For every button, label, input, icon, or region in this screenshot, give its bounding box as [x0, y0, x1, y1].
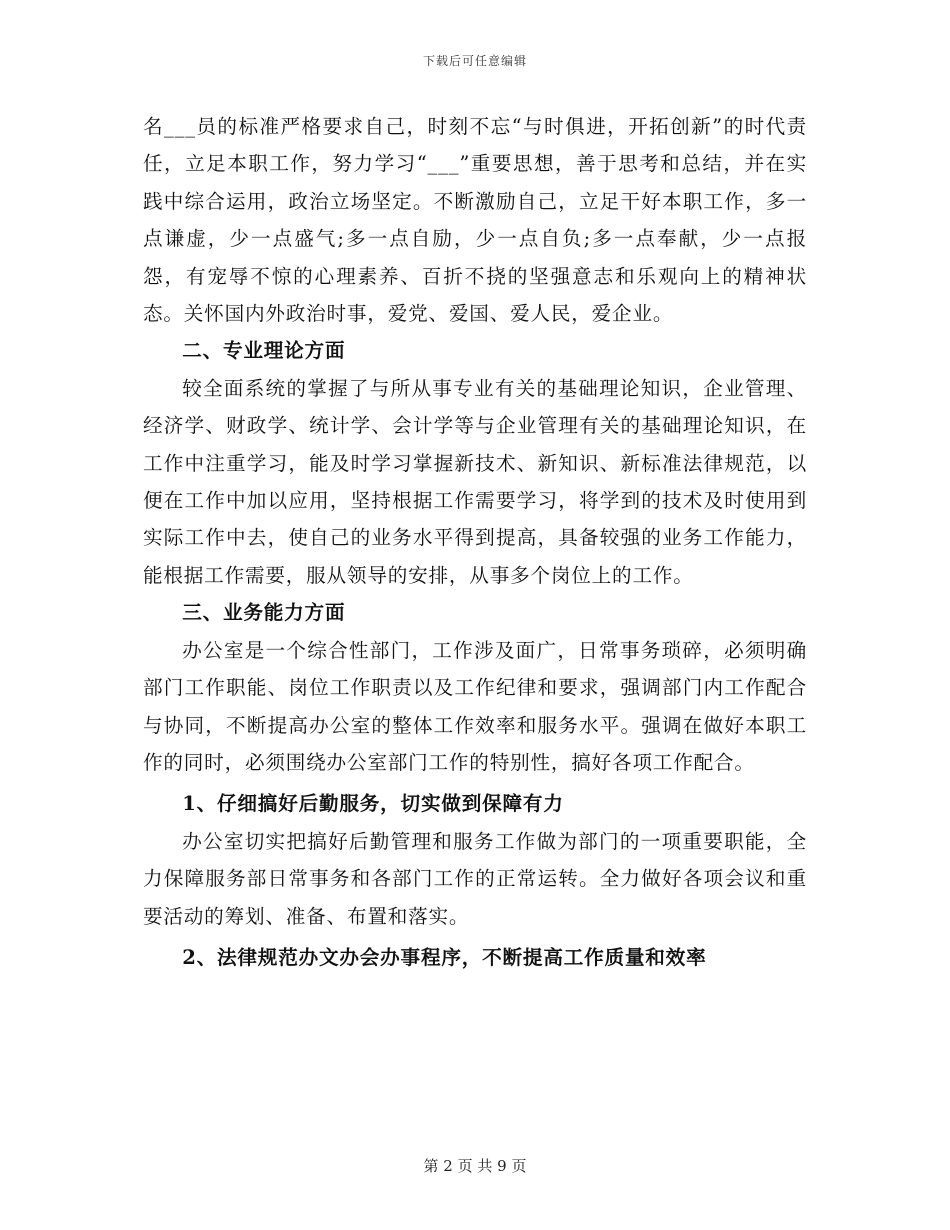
page-header: 下载后可任意编辑 — [422, 54, 527, 68]
heading-business-ability: 三、业务能力方面 — [182, 601, 346, 625]
heading-logistics-service: 1、仔细搞好后勤服务，切实做到保障有力 — [182, 792, 564, 816]
heading-professional-theory: 二、专业理论方面 — [182, 339, 346, 363]
document-body — [143, 108, 807, 976]
paragraph-business-ability: 办公室是一个综合性部门，工作涉及面广，日常事务琐碎，必须明确部门工作职能、岗位工作职责以及工作纪律和要求，强调部门内工作配合与协同，不断提高办公室的整体工作效率和服务水平。强调在做好本职工作的同时，必须围绕办公室部门工作的特别性，搞好各项工作配合。 — [143, 638, 807, 774]
page-footer: 第 2 页 共 9 页 — [423, 1157, 527, 1175]
paragraph-professional-theory: 较全面系统的掌握了与所从事专业有关的基础理论知识，企业管理、经济学、财政学、统计学、会计学等与企业管理有关的基础理论知识，在工作中注重学习，能及时学习掌握新技术、新知识、新标准法律规范，以便在工作中加以应用，坚持根据工作需要学习，将学到的技术及时使用到实际工作中去，使自己的业务水平得到提高，具备较强的业务工作能力，能根据工作需要，服从领导的安排，从事多个岗位上的工作。 — [143, 376, 807, 587]
paragraph-political: 名___员的标准严格要求自己，时刻不忘“与时俱进，开拓创新”的时代责任，立足本职工作，努力学习“___”重要思想，善于思考和总结，并在实践中综合运用，政治立场坚定。不断激励自己，立足干好本职工作，多一点谦虚，少一点盛气;多一点自励，少一点自负;多一点奉献，少一点报怨，有宠辱不惊的心理素养、百折不挠的坚强意志和乐观向上的精神状态。关怀国内外政治时事，爱党、爱国、爱人民，爱企业。 — [143, 115, 807, 326]
paragraph-logistics-service: 办公室切实把搞好后勤管理和服务工作做为部门的一项重要职能，全力保障服务部日常事务和各部门工作的正常运转。全力做好各项会议和重要活动的筹划、准备、布置和落实。 — [143, 829, 807, 928]
heading-document-procedure: 2、法律规范办文办会办事程序，不断提高工作质量和效率 — [182, 945, 707, 969]
